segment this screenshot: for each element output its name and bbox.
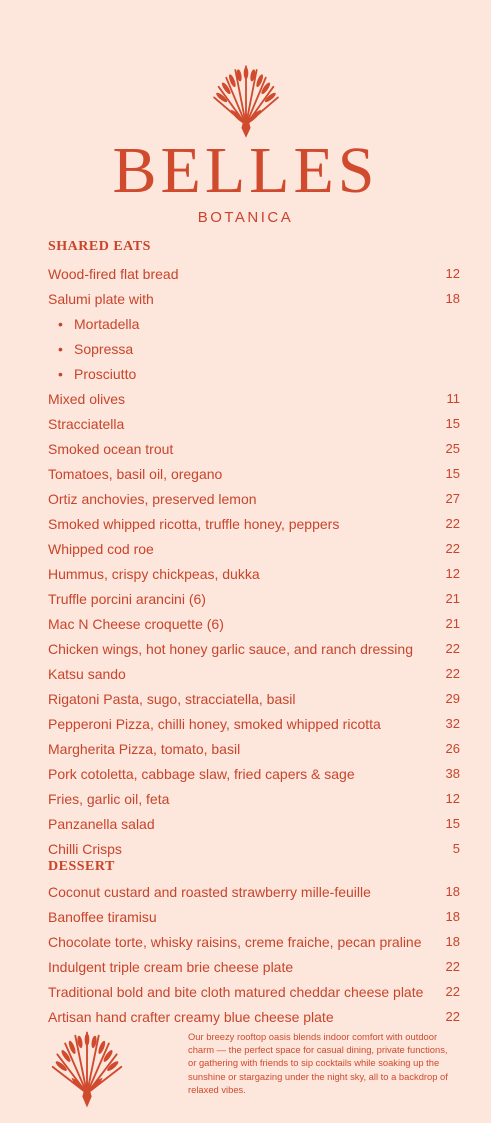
menu-item-price: 15 [445,416,460,431]
menu-item-name: Katsu sando [48,666,126,682]
menu-item [48,689,460,714]
section-title-shared-eats: SHARED EATS [48,239,151,254]
botanical-fan-icon [208,62,284,142]
menu-item-name [58,339,133,359]
menu-sub-item-label: Prosciutto [74,366,137,382]
menu-item-name: Hummus, crispy chickpeas, dukka [48,566,260,582]
bullet-icon: • [58,366,63,382]
menu-item [48,289,460,314]
menu-item-price: 38 [445,766,460,781]
menu-item-name: Coconut custard and roasted strawberry mille-feuille [48,884,371,900]
menu-item-name: Whipped cod roe [48,541,154,557]
menu-item-price: 22 [445,984,460,999]
section-title-dessert: DESSERT [48,859,115,874]
menu-item-price: 27 [445,491,460,506]
menu-item [48,539,460,564]
menu-sub-item [48,364,460,389]
menu-item-price: 21 [445,591,460,606]
menu-item-name: Indulgent triple cream brie cheese plate [48,959,294,975]
menu-sub-item-label: Mortadella [74,316,140,332]
menu-item-price: 18 [445,934,460,949]
menu-item-name: Stracciatella [48,416,125,432]
menu-item-name: Fries, garlic oil, feta [48,791,170,807]
menu-item-price: 22 [445,1009,460,1024]
dessert-list [48,882,460,1032]
menu-item-name [58,364,136,384]
menu-item [48,414,460,439]
menu-item-name: Wood-fired flat bread [48,266,179,282]
menu-item-name: Traditional bold and bite cloth matured cheddar cheese plate [48,984,424,1000]
menu-item-price: 12 [445,791,460,806]
menu-item [48,489,460,514]
menu-item-name: Artisan hand crafter creamy blue cheese plate [48,1009,334,1025]
menu-item [48,932,460,957]
menu-item-price: 18 [445,909,460,924]
menu-item-name [58,314,139,334]
bullet-icon: • [58,316,63,332]
menu-item-name: Truffle porcini arancini (6) [48,591,206,607]
menu-sub-item-label: Sopressa [74,341,134,357]
menu-item-price: 11 [446,391,460,406]
footer-blurb: Our breezy rooftop oasis blends indoor comfort with outdoor charm — the perfect space for casual dining, private functions, or gathering with friends to sip cocktails while soaking up the sunshine or stargazing under the night sky, all to a backdrop of relaxed vibes. [188,1031,448,1095]
menu-item-name: Smoked whipped ricotta, truffle honey, peppers [48,516,340,532]
menu-item-name: Ortiz anchovies, preserved lemon [48,491,257,507]
menu-item [48,957,460,982]
menu-item-name: Panzanella salad [48,816,155,832]
menu-item [48,264,460,289]
menu-item-price: 25 [445,441,460,456]
menu-item-name: Chocolate torte, whisky raisins, creme fraiche, pecan praline [48,934,422,950]
menu-item [48,589,460,614]
bullet-icon: • [58,341,63,357]
menu-item-price: 21 [445,616,460,631]
menu-item-name: Pepperoni Pizza, chilli honey, smoked whipped ricotta [48,716,381,732]
menu-item-price: 22 [445,666,460,681]
menu-item-name: Salumi plate with [48,291,154,307]
menu-item [48,664,460,689]
menu-item [48,464,460,489]
menu-item [48,789,460,814]
menu-sub-item [48,314,460,339]
menu-item [48,1007,460,1032]
menu-item-name: Mixed olives [48,391,126,407]
menu-item-price: 5 [452,841,460,856]
menu-item-name: Mac N Cheese croquette (6) [48,616,224,632]
menu-item [48,439,460,464]
menu-item [48,714,460,739]
menu-item-name: Rigatoni Pasta, sugo, stracciatella, basil [48,691,296,707]
menu-item [48,764,460,789]
menu-item [48,739,460,764]
menu-item-price: 12 [445,566,460,581]
menu-item [48,564,460,589]
menu-item [48,614,460,639]
menu-item-price: 22 [445,516,460,531]
botanical-fan-icon [44,1031,130,1109]
menu-item-price: 26 [445,741,460,756]
menu-sub-item [48,339,460,364]
brand-name: BELLES [112,134,379,207]
menu-item-name: Margherita Pizza, tomato, basil [48,741,241,757]
menu-item-price: 22 [445,541,460,556]
shared-eats-list [48,264,460,864]
menu-item-price: 18 [445,884,460,899]
menu-item-price: 22 [445,641,460,656]
menu-item-name: Smoked ocean trout [48,441,174,457]
menu-item [48,814,460,839]
menu-item-price: 29 [445,691,460,706]
menu-item-price: 18 [445,291,460,306]
menu-item [48,882,460,907]
menu-item [48,907,460,932]
menu-item-name: Banoffee tiramisu [48,909,157,925]
menu-item [48,639,460,664]
menu-item-name: Chicken wings, hot honey garlic sauce, and ranch dressing [48,641,413,657]
menu-item-name: Tomatoes, basil oil, oregano [48,466,223,482]
menu-item-name: Pork cotoletta, cabbage slaw, fried capers & sage [48,766,355,782]
brand-subtitle: BOTANICA [197,209,294,226]
menu-item-price: 22 [445,959,460,974]
menu-item-price: 12 [445,266,460,281]
menu-item-name: Chilli Crisps [48,841,122,857]
menu-item-price: 15 [445,816,460,831]
menu-item-price: 32 [445,716,460,731]
menu-item [48,389,460,414]
menu-item [48,514,460,539]
menu-item-price: 15 [445,466,460,481]
menu-item [48,982,460,1007]
